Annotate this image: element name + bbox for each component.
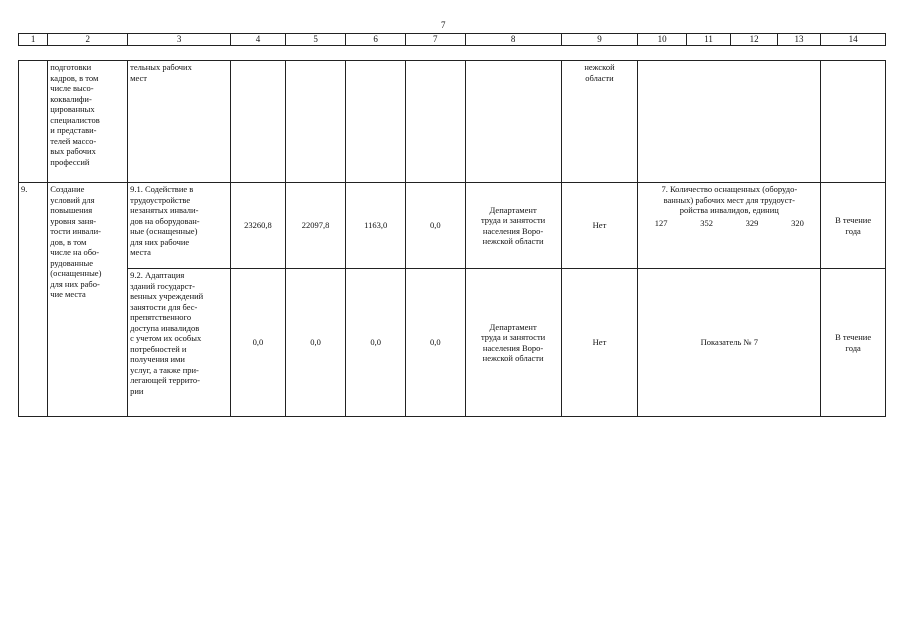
empty-cell	[638, 61, 821, 183]
column-number: 9	[561, 34, 638, 46]
empty-cell	[346, 61, 406, 183]
sub-measure-name: 9.1. Содействие в трудоустройстве незанятых инвали- дов на оборудован- ные (оснащенные) для них рабочие места	[128, 183, 231, 269]
table-row-9-1	[19, 183, 886, 269]
funding-total: 0,0	[231, 269, 286, 417]
indicator-values	[638, 218, 820, 229]
deadline: В течение года	[821, 183, 886, 269]
row-number: 9.	[19, 183, 48, 417]
column-number: 12	[731, 34, 777, 46]
executor: Департамент труда и занятости населения Воро- нежской области	[465, 269, 561, 417]
funding-total: 23260,8	[231, 183, 286, 269]
funding-federal: 22097,8	[285, 183, 346, 269]
indicator-value: 127	[654, 217, 668, 228]
empty-cell	[405, 61, 465, 183]
deadline: В течение года	[821, 269, 886, 417]
indicator-value: 329	[745, 217, 759, 228]
funding-other: 0,0	[405, 183, 465, 269]
indicator-value: 352	[700, 217, 713, 228]
indicator-reference: Показатель № 7	[638, 269, 821, 417]
column-number: 5	[285, 34, 346, 46]
col9-value: Нет	[561, 269, 638, 417]
indicator-cell	[638, 183, 821, 269]
column-number: 10	[638, 34, 687, 46]
empty-cell	[821, 61, 886, 183]
col9-value: Нет	[561, 183, 638, 269]
row-number-cell	[19, 61, 48, 183]
empty-cell	[231, 61, 286, 183]
column-number: 7	[405, 34, 465, 46]
sub-measure-continued: тельных рабочих мест	[128, 61, 231, 183]
empty-cell	[465, 61, 561, 183]
measure-name-continued: подготовки кадров, в том числе высо- коквалифи- цированных специалистов и представи- телей массо- вых рабочих профессий	[48, 61, 128, 183]
table-row-9-2	[19, 269, 886, 417]
column-number: 3	[128, 34, 231, 46]
indicator-value: 320	[791, 217, 804, 228]
column-number-row	[19, 34, 886, 46]
spacer-row	[19, 46, 886, 61]
executor-continued: нежской области	[561, 61, 638, 183]
executor: Департамент труда и занятости населения Воро- нежской области	[465, 183, 561, 269]
column-number: 13	[777, 34, 820, 46]
measure-name: Создание условий для повышения уровня заня- тости инвали- дов, в том числе на обо- рудованные (оснащенные) для них рабо- чие места	[48, 183, 128, 417]
empty-cell	[285, 61, 346, 183]
sub-measure-name: 9.2. Адаптация зданий государст- венных учреждений занятости для бес- препятственного доступа инвалидов с учетом их особых потребностей и получения ими услуг, а также при- легающей террито- рии	[128, 269, 231, 417]
funding-other: 0,0	[405, 269, 465, 417]
funding-federal: 0,0	[285, 269, 346, 417]
column-number: 2	[48, 34, 128, 46]
column-number: 14	[821, 34, 886, 46]
funding-regional: 0,0	[346, 269, 406, 417]
indicator-title: 7. Количество оснащенных (оборудо- ванных) рабочих мест для трудоуст- ройства инвалидов, единиц	[661, 184, 798, 215]
page-number: 7	[441, 20, 446, 30]
column-number: 11	[686, 34, 730, 46]
column-number: 1	[19, 34, 48, 46]
column-number: 8	[465, 34, 561, 46]
program-table	[18, 33, 886, 417]
column-number: 6	[346, 34, 406, 46]
column-number: 4	[231, 34, 286, 46]
continuation-row	[19, 61, 886, 183]
funding-regional: 1163,0	[346, 183, 406, 269]
